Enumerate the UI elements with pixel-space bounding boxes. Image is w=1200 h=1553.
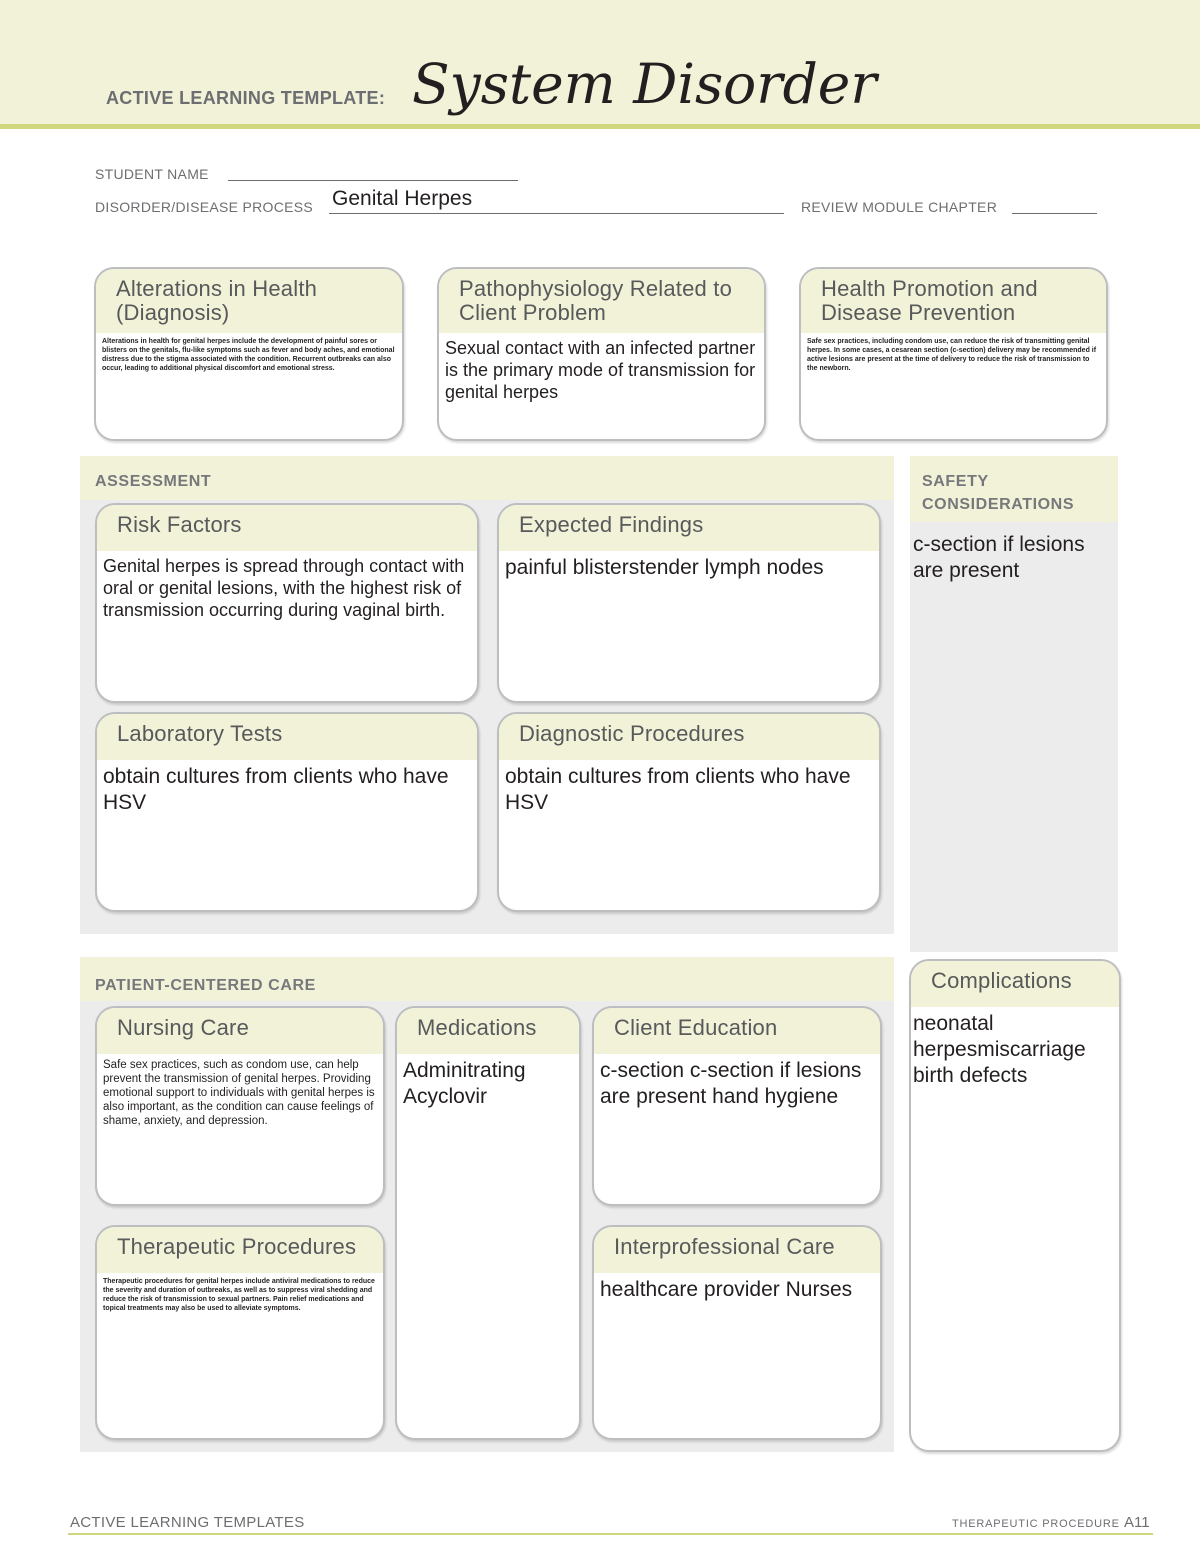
therapeutic-procedures-title: Therapeutic Procedures [97, 1227, 383, 1273]
pathophysiology-card [437, 267, 766, 441]
safety-header-band [910, 456, 1118, 522]
alterations-card [94, 267, 404, 441]
medications-title: Medications [397, 1008, 579, 1054]
safety-body[interactable]: c-section if lesions are present [913, 533, 1085, 582]
laboratory-tests-body[interactable]: obtain cultures from clients who have HSV [103, 765, 449, 814]
health-promotion-card [799, 267, 1108, 441]
laboratory-tests-card [95, 712, 479, 912]
safety-title: SAFETY CONSIDERATIONS [922, 473, 1075, 513]
interprofessional-care-body[interactable]: healthcare provider Nurses [600, 1278, 853, 1301]
review-module-line [1012, 213, 1097, 214]
risk-factors-title: Risk Factors [97, 505, 477, 551]
footer-page-number: A11 [1124, 1514, 1150, 1531]
assessment-title: ASSESSMENT [95, 473, 212, 490]
diagnostic-procedures-card [497, 712, 881, 912]
medications-body[interactable]: Adminitrating Acyclovir [403, 1059, 526, 1108]
alterations-title: Alterations in Health (Diagnosis) [96, 269, 402, 333]
alterations-body[interactable]: Alterations in health for genital herpes include the development of painful sores or blisters on the genitals, flu-like symptoms such as fever and body aches, and emotional distress due to the stigma associated with the condition. Recurrent outbreaks can also occur, leading to additional physical discomfort and emotional stress. [102, 338, 395, 372]
patient-centered-care-title: PATIENT-CENTERED CARE [95, 977, 316, 994]
disorder-line [329, 213, 784, 214]
disorder-field[interactable]: Genital Herpes [332, 187, 473, 210]
nursing-care-title: Nursing Care [97, 1008, 383, 1054]
student-name-line [228, 180, 518, 181]
expected-findings-card [497, 503, 881, 703]
complications-title: Complications [911, 961, 1119, 1007]
expected-findings-body[interactable]: painful blisterstender lymph nodes [505, 556, 824, 579]
client-education-card [592, 1006, 882, 1206]
client-education-title: Client Education [594, 1008, 880, 1054]
medications-card [395, 1006, 581, 1440]
therapeutic-procedures-card [95, 1225, 385, 1440]
template-header [0, 0, 1200, 129]
risk-factors-card [95, 503, 479, 703]
pathophysiology-title: Pathophysiology Related to Client Problem [439, 269, 764, 333]
interprofessional-care-card [592, 1225, 882, 1440]
interprofessional-care-title: Interprofessional Care [594, 1227, 880, 1273]
nursing-care-body[interactable]: Safe sex practices, such as condom use, can help prevent the transmission of genital herpes. Providing emotional support to individuals with genital herpes is also important, as the condition can cause feelings of shame, anxiety, and depression. [103, 1059, 375, 1127]
risk-factors-body[interactable]: Genital herpes is spread through contact with oral or genital lesions, with the highest risk of transmission occurring during vaginal birth. [103, 556, 465, 620]
disorder-label: DISORDER/DISEASE PROCESS [95, 199, 314, 215]
health-promotion-body[interactable]: Safe sex practices, including condom use, can reduce the risk of transmitting genital herpes. In some cases, a cesarean section (c-section) delivery may be recommended if active lesions are present at the time of delivery to reduce the risk of transmission to the newborn. [807, 338, 1097, 372]
template-label: ACTIVE LEARNING TEMPLATE: [106, 88, 386, 108]
footer-right-label: THERAPEUTIC PROCEDURE [952, 1518, 1120, 1530]
review-module-label: REVIEW MODULE CHAPTER [801, 199, 998, 215]
expected-findings-title: Expected Findings [499, 505, 879, 551]
health-promotion-title: Health Promotion and Disease Prevention [801, 269, 1106, 333]
diagnostic-procedures-title: Diagnostic Procedures [499, 714, 879, 760]
footer-left-label: ACTIVE LEARNING TEMPLATES [70, 1514, 305, 1531]
pathophysiology-body[interactable]: Sexual contact with an infected partner is the primary mode of transmission for genital herpes [445, 338, 756, 402]
template-name: System Disorder [412, 52, 877, 116]
safety-panel [910, 456, 1118, 952]
client-education-body[interactable]: c-section c-section if lesions are present hand hygiene [600, 1059, 862, 1108]
therapeutic-procedures-body[interactable]: Therapeutic procedures for genital herpes include antiviral medications to reduce the severity and duration of outbreaks, as well as to suppress viral shedding and reduce the risk of transmission to sexual partners. Pain relief medications and topical treatments may also be used to alleviate symptoms. [103, 1278, 375, 1312]
complications-body[interactable]: neonatal herpesmiscarriage birth defects [913, 1012, 1086, 1087]
laboratory-tests-title: Laboratory Tests [97, 714, 477, 760]
complications-card [909, 959, 1121, 1452]
footer-divider [68, 1533, 1153, 1535]
nursing-care-card [95, 1006, 385, 1206]
diagnostic-procedures-body[interactable]: obtain cultures from clients who have HSV [505, 765, 851, 814]
student-name-label: STUDENT NAME [95, 166, 209, 182]
